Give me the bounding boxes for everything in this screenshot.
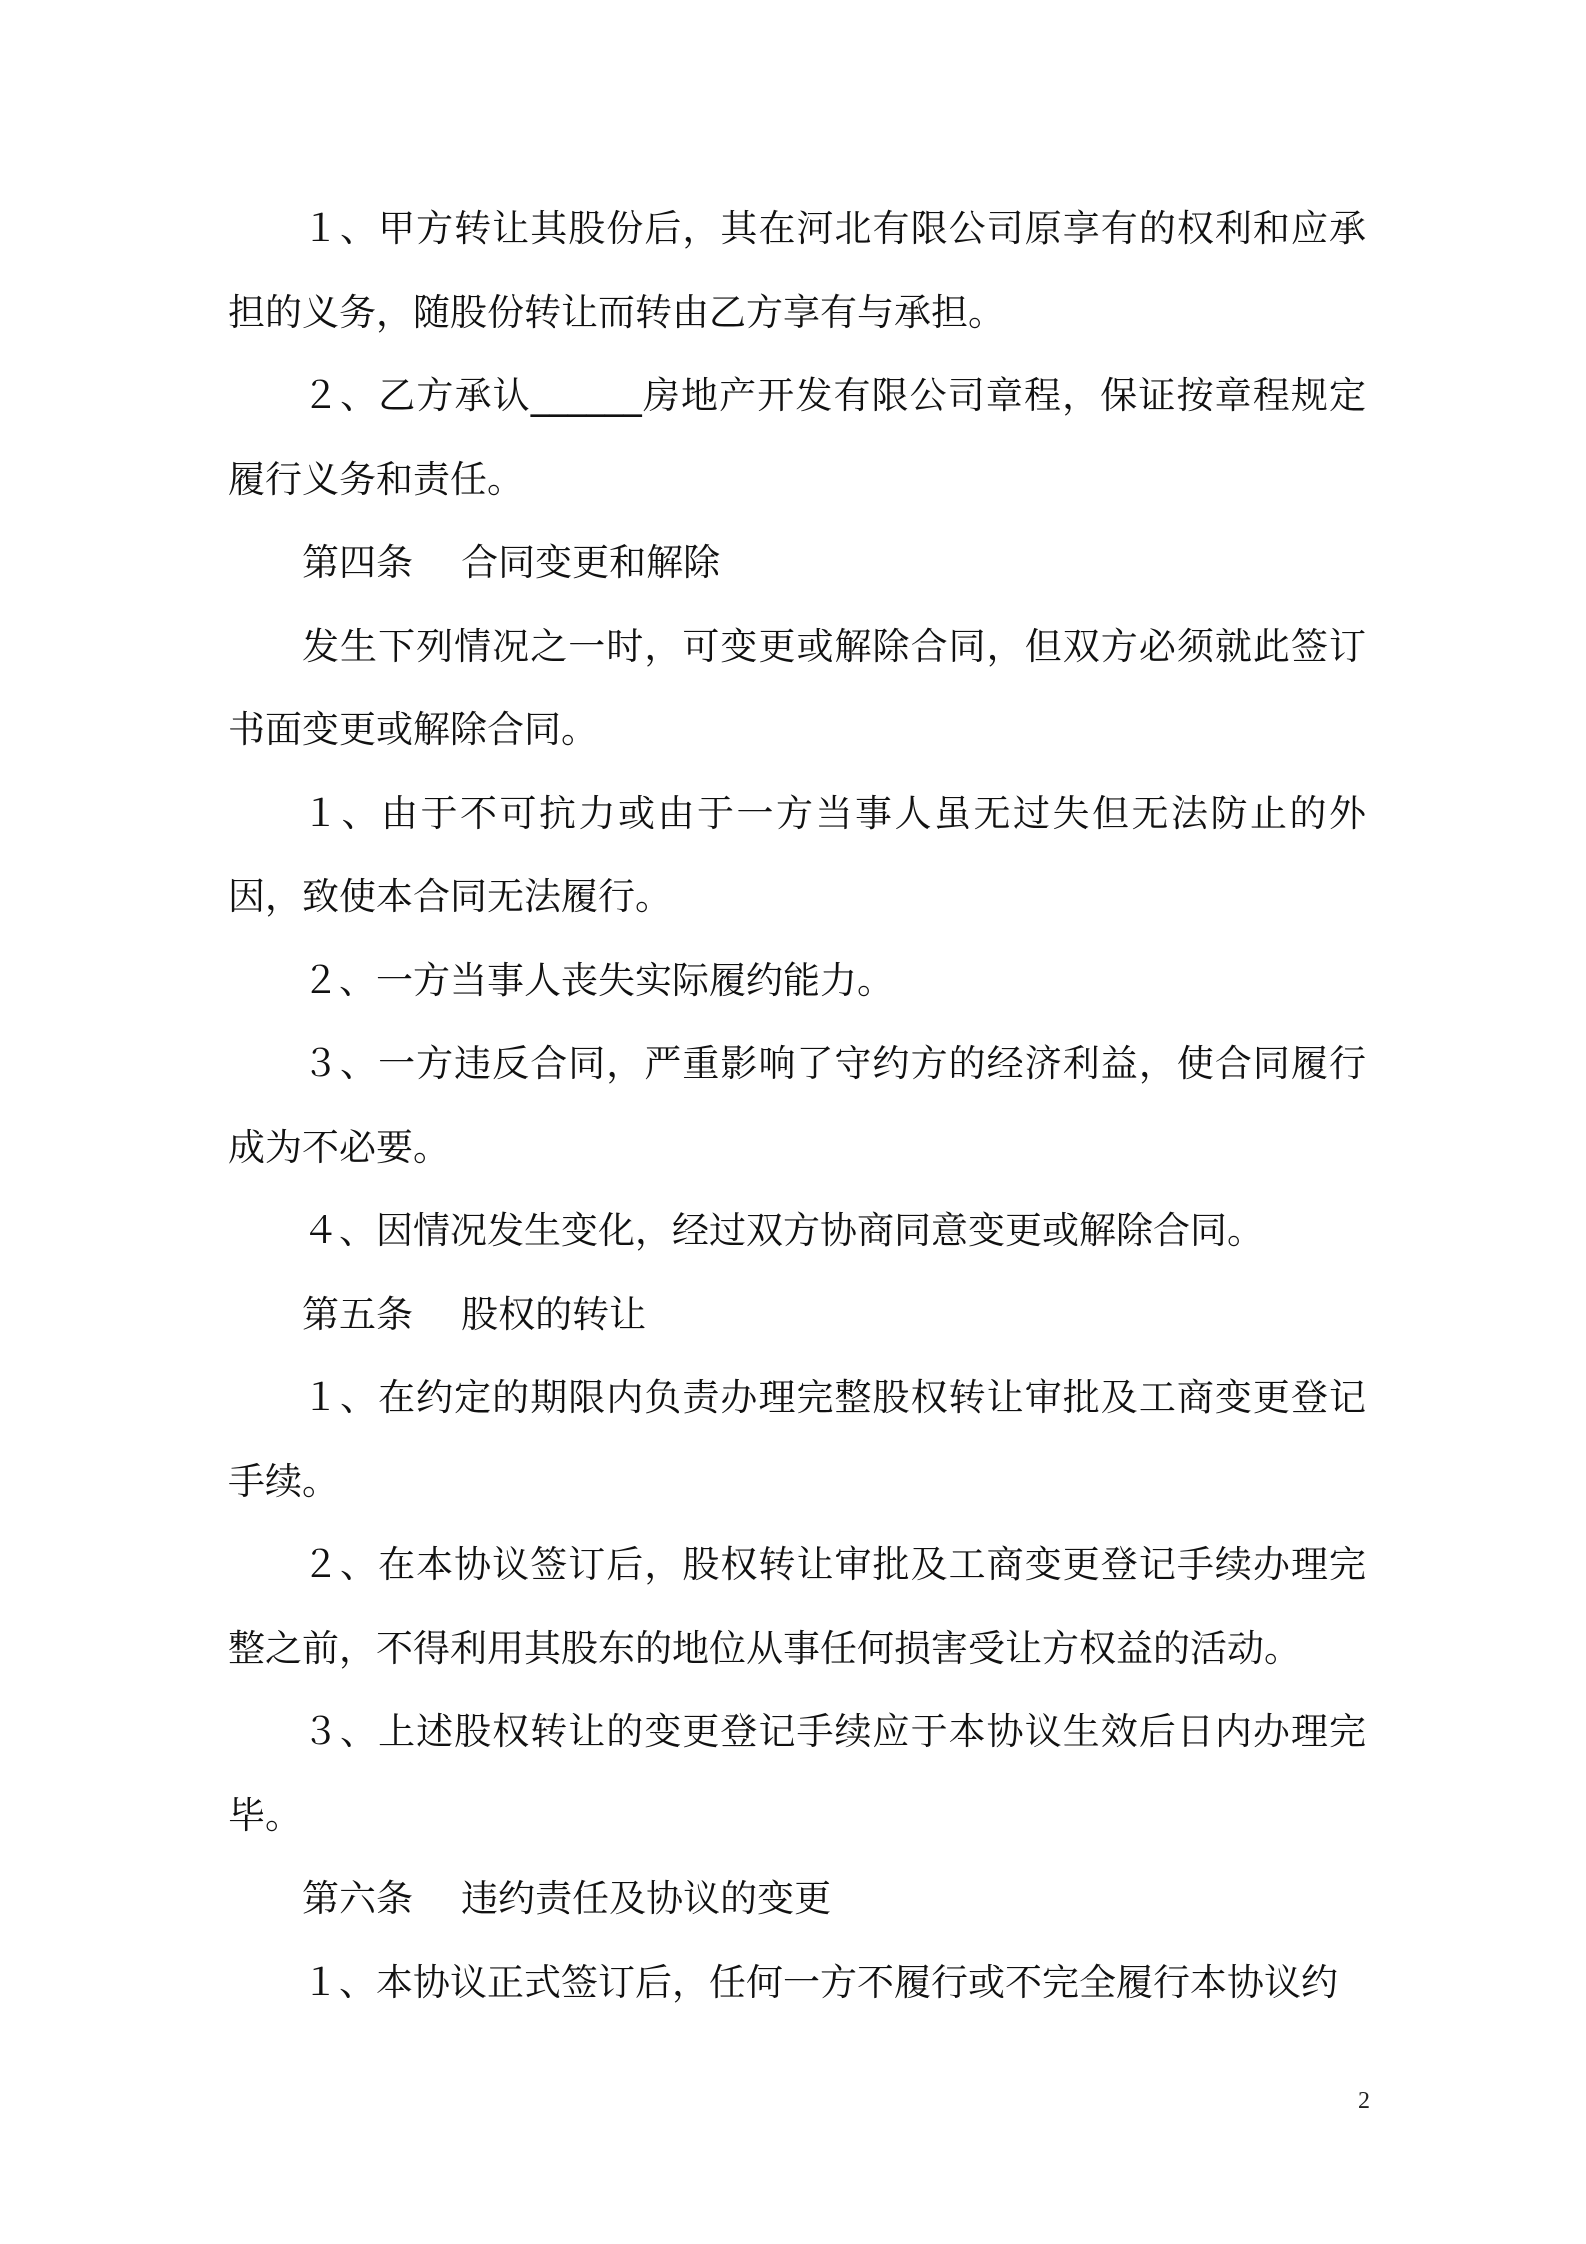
clause-item: １、由于不可抗力或由于一方当事人虽无过失但无法防止的外因，致使本合同无法履行。 xyxy=(228,791,1366,918)
clause-item: ４、因情况发生变化，经过双方协商同意变更或解除合同。 xyxy=(302,1209,1264,1252)
clause-item: ３、一方违反合同，严重影响了守约方的经济利益，使合同履行成为不必要。 xyxy=(228,1042,1366,1169)
clause-paragraph: １、甲方转让其股份后，其在河北有限公司原享有的权利和应承担的义务，随股份转让而转由乙方享有与承担。 xyxy=(228,207,1366,334)
article-heading xyxy=(228,1273,1366,1357)
article-intro: 发生下列情况之一时，可变更或解除合同，但双方必须就此签订书面变更或解除合同。 xyxy=(228,624,1366,751)
document-body xyxy=(228,187,1366,2024)
clause-item: １、本协议正式签订后，任何一方不履行或不完全履行本协议约 xyxy=(302,1960,1338,2004)
clause-item: ２、在本协议签订后，股权转让审批及工商变更登记手续办理完整之前，不得利用其股东的地位从事任何损害受让方权益的活动。 xyxy=(228,1543,1366,1670)
page-number: 2 xyxy=(1358,2088,1370,2114)
clause-paragraph: ２、乙方承认______房地产开发有限公司章程，保证按章程规定履行义务和责任。 xyxy=(228,374,1366,501)
article-title: 违约责任及协议的变更 xyxy=(461,1877,832,1920)
article-number: 第四条 xyxy=(302,541,413,584)
clause-item: １、在约定的期限内负责办理完整股权转让审批及工商变更登记手续。 xyxy=(228,1376,1366,1503)
article-number: 第六条 xyxy=(302,1877,413,1920)
article-title: 股权的转让 xyxy=(461,1292,647,1336)
clause-item: ２、一方当事人丧失实际履约能力。 xyxy=(302,958,894,1002)
article-heading xyxy=(228,521,1366,605)
article-title: 合同变更和解除 xyxy=(461,541,721,584)
clause-item: ３、上述股权转让的变更登记手续应于本协议生效后日内办理完毕。 xyxy=(228,1710,1366,1837)
article-heading xyxy=(228,1857,1366,1941)
article-number: 第五条 xyxy=(302,1292,413,1336)
